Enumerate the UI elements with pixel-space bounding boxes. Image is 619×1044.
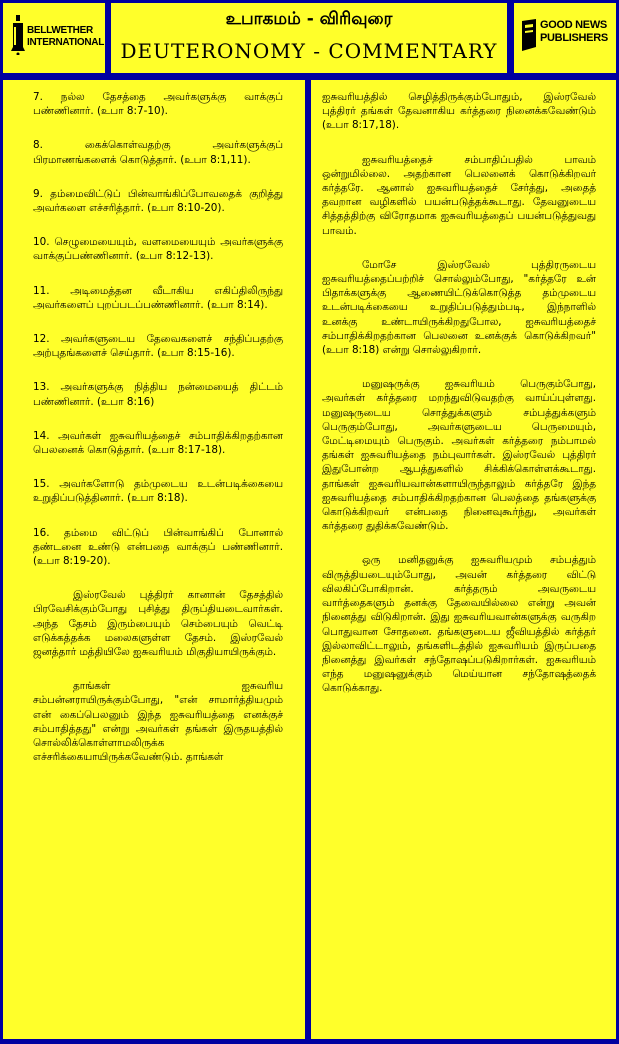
list-item: 14. அவர்கள் ஐசுவரியத்தைச் சம்பாதிக்கிறதற்கான பெலனைக் கொடுத்தார். (உபா 8:17-18). xyxy=(33,429,283,457)
paragraph: ஐசுவரியத்தில் செழித்திருக்கும்போதும், இஸ்ரவேல் புத்திரர் தங்கள் தேவனாகிய கர்த்தரை நினைக்கவேண்டும் (உபா 8:17,18). xyxy=(322,91,596,132)
list-item: 9. தம்மைவிட்டுப் பின்வாங்கிப்போவதைக் குறித்து அவர்களை எச்சரித்தார். (உபா 8:10-20). xyxy=(33,187,283,215)
page-header xyxy=(0,0,619,78)
right-column xyxy=(311,80,616,1039)
logo-text-line-1: BELLWETHER xyxy=(27,25,93,36)
list-item: 13. அவர்களுக்கு நித்திய நன்மையைத் திட்டம் பண்ணினார். (உபா 8:16) xyxy=(33,381,283,408)
paragraph: இஸ்ரவேல் புத்திரர் கானான் தேசத்தில் பிரவேசிக்கும்போது புசித்து திருப்தியடைவார்கள். அந்த தேசம் இரும்பையும் செம்பையும் வெட்டி எடுக்கத்தக்க மலைகளுள்ள தேசம். இஸ்ரவேல் ஜனத்தார் மத்தியிலே ஐசுவரியம் மிகுதியாயிருக்கும். xyxy=(33,589,283,659)
bell-icon xyxy=(11,15,25,55)
paragraph: ஒரு மனிதனுக்கு ஐசுவரியமும் சம்பத்தும் விருத்தியடையும்போது, அவன் கர்த்தரை விட்டு விலகிப்போகிறான். கர்த்தரும் அவருடைய வார்த்தைகளும் தனக்கு தேவையில்லை என்று அவன் நினைத்து விடுகிறான். இது ஐசுவரியவான்களுக்கு வருகிற பொதுவான சோதனை. தங்களுடைய ஜீவியத்தில் கர்த்தர் இல்லாவிட்டாலும், தங்களிடத்தில் ஐசுவரியம் இருப்பதை நினைத்து இவர்கள் சந்தோஷப்படுகிறார்கள். ஐசுவரியம் எந்த மனுஷனுக்கும் மெய்யான சந்தோஷத்தைக் கொடுக்காது. xyxy=(322,554,596,695)
paragraph: தாங்கள் ஐசுவரிய சம்பன்னராயிருக்கும்போது, "என் சாமார்த்தியமும் என் கைப்பெலனும் இந்த ஐசுவரியத்தை எனக்குச் சம்பாதித்தது" என்று அவர்கள் தங்கள் இருதயத்தில் சொல்லிக்கொள்ளாமலிருக்க எச்சரிக்கையாயிருக்கவேண்டும். தாங்கள் xyxy=(33,680,283,764)
page-title-tamil: உபாகமம் - விரிவுரை xyxy=(225,9,393,29)
list-item: 12. அவர்களுடைய தேவைகளைச் சந்திப்பதற்கு அற்புதங்களைச் செய்தார். (உபா 8:15-16). xyxy=(33,333,283,360)
title-box xyxy=(111,3,507,73)
paragraph: மோசே இஸ்ரவேல் புத்திரருடைய ஐசுவரியத்தைப்பற்றிச் சொல்லும்போது, "கர்த்தரே உன் பிதாக்களுக்கு ஆணையிட்டுக்கொடுத்த தம்முடைய உடன்படிக்கையை உறுதிப்படுத்தும்படி, இந்நாளில் உனக்கு உண்டாயிருக்கிறதுபோல, ஐசுவரியத்தைச் சம்பாதிக்கிறதற்கான பெலனை உனக்குக் கொடுக்கிறவர்" (உபா 8:18) என்று சொல்லுகிறார். xyxy=(322,258,596,357)
left-column xyxy=(3,80,305,1039)
list-item: 15. அவர்களோடு தம்முடைய உடன்படிக்கையை உறுதிப்படுத்தினார். (உபா 8:18). xyxy=(33,478,283,505)
bellwether-logo xyxy=(3,3,105,73)
list-item: 16. தம்மை விட்டுப் பின்வாங்கிப் போனால் தண்டனை உண்டு என்பதை வாக்குப் பண்ணினார். (உபா 8:19-20). xyxy=(33,526,283,568)
list-item: 8. கைக்கொள்வதற்கு அவர்களுக்குப் பிரமாணங்களைக் கொடுத்தார். (உபா 8:1,11). xyxy=(33,139,283,166)
list-item: 7. நல்ல தேசத்தை அவர்களுக்கு வாக்குப் பண்ணினார். (உபா 8:7-10). xyxy=(33,91,283,118)
paragraph: மனுஷருக்கு ஐசுவரியம் பெருகும்போது, அவர்கள் கர்த்தரை மறந்துவிடுவதற்கு வாய்ப்புள்ளது. மனுஷருடைய சொத்துக்களும் சம்பத்துக்களும் பெருகும்போது, அவர்களுடைய பெருமையும், மேட்டிமையும் பெருகும். அவர்கள் கர்த்தரை நம்பாமல் தங்கள் ஐசுவரியத்தை நம்புவார்கள். இஸ்ரவேல் புத்திரர் இதுபோன்ற ஆபத்துகளில் சிக்கிக்கொள்ளக்கூடாது. தாங்கள் ஐசுவரியவான்களாயிருந்தாலும் கர்த்தரே இந்த ஐசுவரியத்தை சம்பாதிக்கிறதற்கான பெலத்தை தங்களுக்கு கொடுக்கிறவர் என்பதை நினைவுகூர்ந்து, அவர்கள் கர்த்தரை துதிக்கவேண்டும். xyxy=(322,378,596,533)
logo-text-line-2: PUBLISHERS xyxy=(540,32,608,44)
good-news-logo xyxy=(514,3,616,73)
logo-text-line-1: GOOD NEWS xyxy=(540,19,607,31)
page-title-english: DEUTERONOMY - COMMENTARY xyxy=(120,39,498,63)
good-news-logo-text xyxy=(540,19,608,45)
list-item: 11. அடிமைத்தன வீடாகிய எகிப்திலிருந்து அவர்களைப் புறப்படப்பண்ணினார். (உபா 8:14). xyxy=(33,284,283,311)
list-item: 10. செழுமையையும், வளமையையும் அவர்களுக்கு வாக்குப்பண்ணினார். (உபா 8:12-13). xyxy=(33,236,283,263)
book-icon xyxy=(520,17,538,53)
logo-text-line-2: INTERNATIONAL xyxy=(27,37,105,48)
bellwether-logo-text xyxy=(27,25,104,49)
paragraph: ஐசுவரியத்தைச் சம்பாதிப்பதில் பாவம் ஒன்றுமில்லை. அதற்கான பெலனைக் கொடுக்கிறவர் கர்த்தரே. ஆனால் ஐசுவரியத்தைச் சேர்த்து, அதைத் தவறான வழிகளில் பயன்படுத்தக்கூடாது. தேவனுடைய சித்தத்திற்கு விரோதமாக ஐசுவரியத்தைப் பயன்படுத்துவது பாவம். xyxy=(322,153,596,237)
